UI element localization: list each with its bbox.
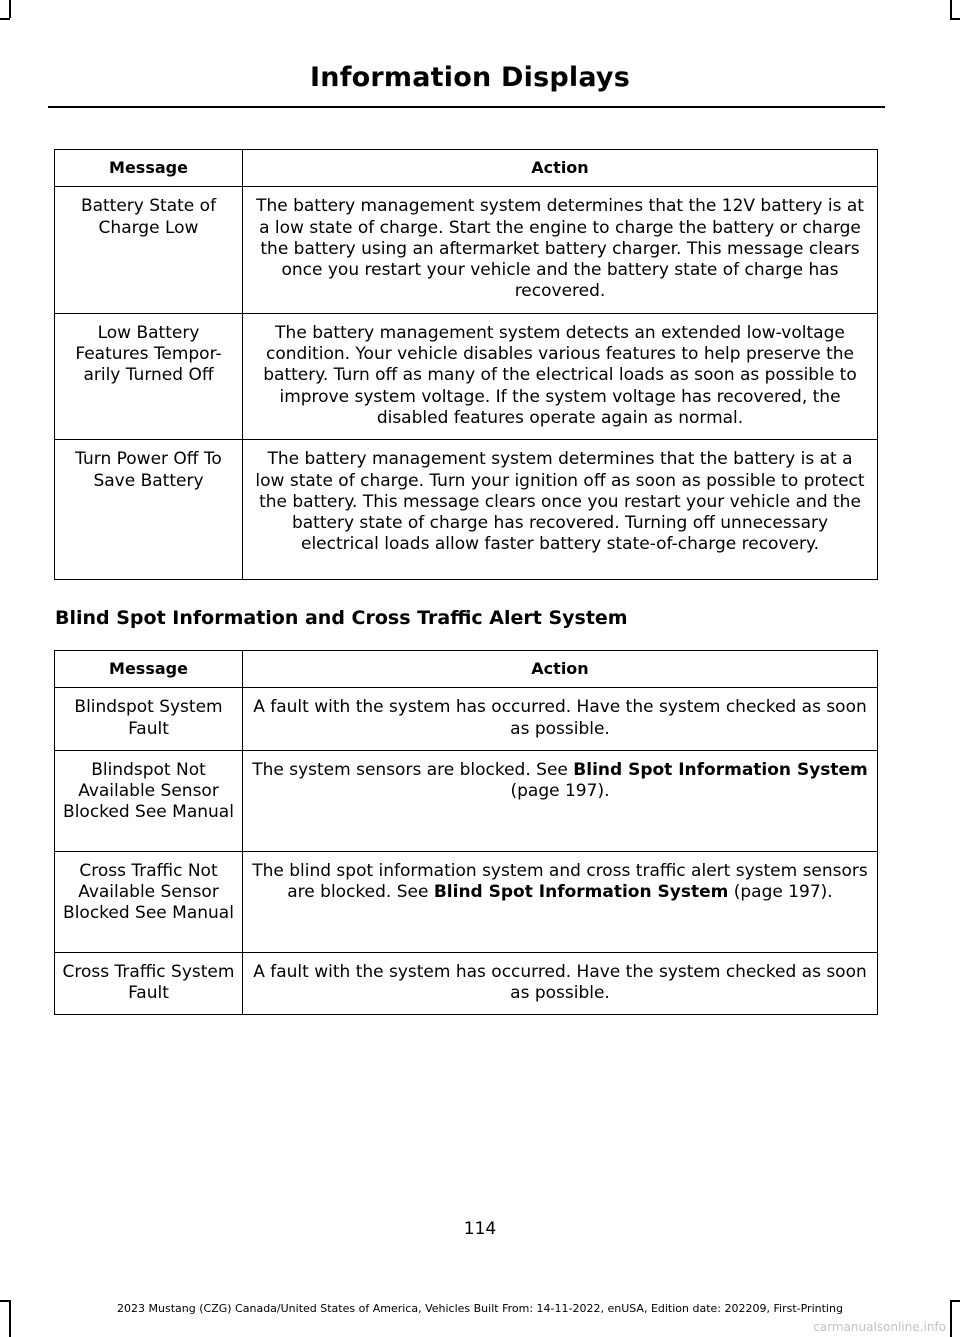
action-text: The blind spot information system and cross traffic alert system sensors are blocked. See bbox=[252, 860, 868, 903]
action-cell: A fault with the system has occurred. Have the system checked as soon as possible. bbox=[243, 688, 878, 751]
message-cell: Cross Traffic Not Available Sensor Blocked See Manual bbox=[55, 851, 243, 952]
message-cell: Blindspot System Fault bbox=[55, 688, 243, 751]
message-cell: Battery State of Charge Low bbox=[55, 187, 243, 313]
footer-edition-info: 2023 Mustang (CZG) Canada/United States of America, Vehicles Built From: 14-11-2022, enUSA, Edition date: 202209, First-Printing bbox=[117, 1302, 843, 1315]
message-cell: Blindspot Not Available Sensor Blocked See Manual bbox=[55, 750, 243, 851]
header-divider bbox=[48, 106, 885, 108]
cross-reference-link[interactable]: Blind Spot Information System bbox=[573, 759, 868, 780]
crop-mark bbox=[0, 18, 10, 20]
column-header-message: Message bbox=[55, 651, 243, 688]
action-text: The system sensors are blocked. See bbox=[252, 759, 574, 780]
action-cell bbox=[243, 851, 878, 952]
blind-spot-messages-table bbox=[54, 650, 878, 1015]
watermark: carmanualsonline.info bbox=[813, 1320, 946, 1334]
page-number: 114 bbox=[463, 1219, 497, 1239]
table-row bbox=[55, 952, 878, 1015]
table-row bbox=[55, 187, 878, 313]
table-row bbox=[55, 688, 878, 751]
table-row bbox=[55, 851, 878, 952]
column-header-action: Action bbox=[243, 150, 878, 187]
action-cell bbox=[243, 750, 878, 851]
action-cell: The battery management system detects an extended low-voltage condition. Your vehicle disables various features to help preserve the battery. Turn off as many of the electrical loads as soon as possible to improve system voltage. If the system voltage has recovered, the disabled features operate again as normal. bbox=[243, 313, 878, 439]
section-heading: Blind Spot Information and Cross Traffic Alert System bbox=[55, 607, 628, 629]
crop-mark bbox=[950, 0, 952, 18]
message-cell: Cross Traffic System Fault bbox=[55, 952, 243, 1015]
page-reference: (page 197). bbox=[510, 781, 610, 802]
crop-mark bbox=[950, 18, 960, 20]
page-title: Information Displays bbox=[310, 62, 630, 93]
action-cell: A fault with the system has occurred. Have the system checked as soon as possible. bbox=[243, 952, 878, 1015]
table-row bbox=[55, 440, 878, 580]
table-row bbox=[55, 750, 878, 851]
cross-reference-link[interactable]: Blind Spot Information System bbox=[433, 882, 729, 903]
battery-messages-table bbox=[54, 149, 878, 580]
action-cell: The battery management system determines that the 12V battery is at a low state of charge. Start the engine to charge the battery or charge the battery using an aftermarket battery charger. This message clears once you restart your vehicle and the battery state of charge has recovered. bbox=[243, 187, 878, 313]
column-header-message: Message bbox=[55, 150, 243, 187]
action-cell: The battery management system determines that the battery is at a low state of charge. Turn your ignition off as soon as possible to protect the battery. This message clears once you restart your vehicle and the battery state of charge has recovered. Turning off unnecessary electrical loads allow faster battery state-of-charge recovery. bbox=[243, 440, 878, 580]
column-header-action: Action bbox=[243, 651, 878, 688]
crop-mark bbox=[9, 0, 11, 18]
table-header-row bbox=[55, 651, 878, 688]
table-row bbox=[55, 313, 878, 439]
page-reference: (page 197). bbox=[728, 882, 833, 903]
message-cell: Turn Power Off To Save Battery bbox=[55, 440, 243, 580]
table-header-row bbox=[55, 150, 878, 187]
message-cell: Low Battery Features Tempor-arily Turned Off bbox=[55, 313, 243, 439]
